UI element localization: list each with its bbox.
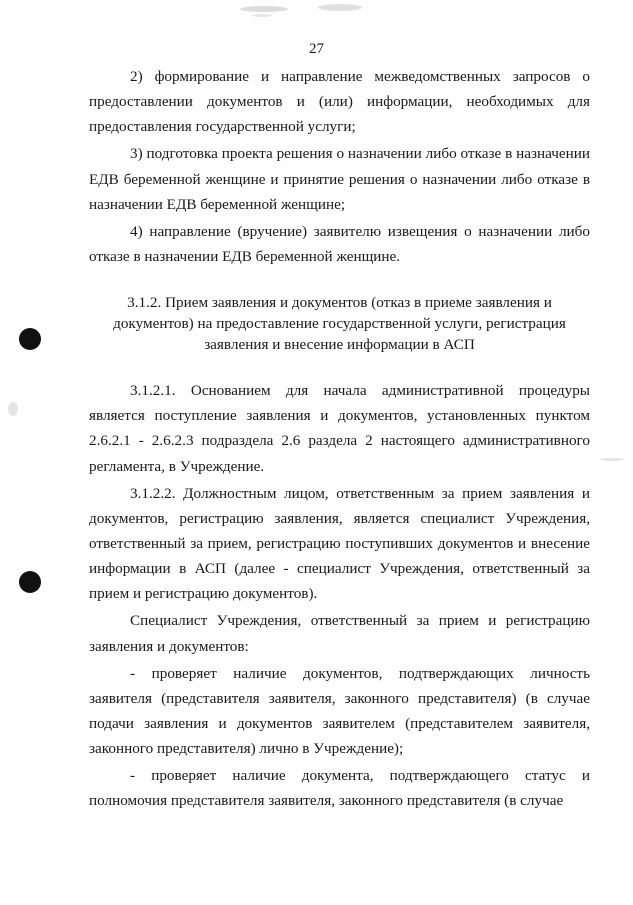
scan-smudge <box>600 458 624 461</box>
paragraph: 2) формирование и направление межведомственных запросов о предоставлении документов и (или) информации, необходимых для предоставления государственной услуги; <box>89 68 590 136</box>
paragraph: - проверяет наличие документов, подтверждающих личность заявителя (представителя заявителя, законного представителя) (в случае подачи заявления и документов заявителем (представителем заявителя, законного представителя) лично в Учреждение); <box>89 664 590 758</box>
paragraph: 3) подготовка проекта решения о назначении либо отказе в назначении ЕДВ беременной женщине и принятие решения о назначении либо отказе в назначении ЕДВ беременной женщине; <box>89 145 590 213</box>
page-number: 27 <box>309 41 324 57</box>
paragraph: 4) направление (вручение) заявителю извещения о назначении либо отказе в назначении ЕДВ беременной женщине. <box>89 222 590 266</box>
document-body <box>89 64 590 815</box>
scan-smudge <box>318 4 362 11</box>
paragraph: - проверяет наличие документа, подтверждающего статус и полномочия представителя заявителя, законного представителя (в случае <box>89 767 590 810</box>
section-heading: 3.1.2. Прием заявления и документов (отказ в приеме заявления и документов) на предоставление государственной услуги, регистрация заявления и внесение информации в АСП <box>113 294 566 354</box>
scan-smudge <box>240 6 288 12</box>
paragraph: Специалист Учреждения, ответственный за прием и регистрацию заявления и документов: <box>89 612 590 655</box>
paragraph: 3.1.2.2. Должностным лицом, ответственным за прием заявления и документов, регистрацию заявления, является специалист Учреждения, ответственный за прием, регистрацию поступивших документов и внесение информации в АСП (далее - специалист Учреждения, ответственный за прием и регистрацию документов). <box>89 484 590 603</box>
punch-hole <box>19 328 41 350</box>
punch-hole <box>19 571 41 593</box>
scan-smudge <box>8 402 18 416</box>
paragraph: 3.1.2.1. Основанием для начала административной процедуры является поступление заявления и документов, установленных пунктом 2.6.2.1 - 2.6.2.3 подраздела 2.6 раздела 2 настоящего административного регламента, в Учреждение. <box>89 382 590 475</box>
scan-smudge <box>252 14 272 17</box>
